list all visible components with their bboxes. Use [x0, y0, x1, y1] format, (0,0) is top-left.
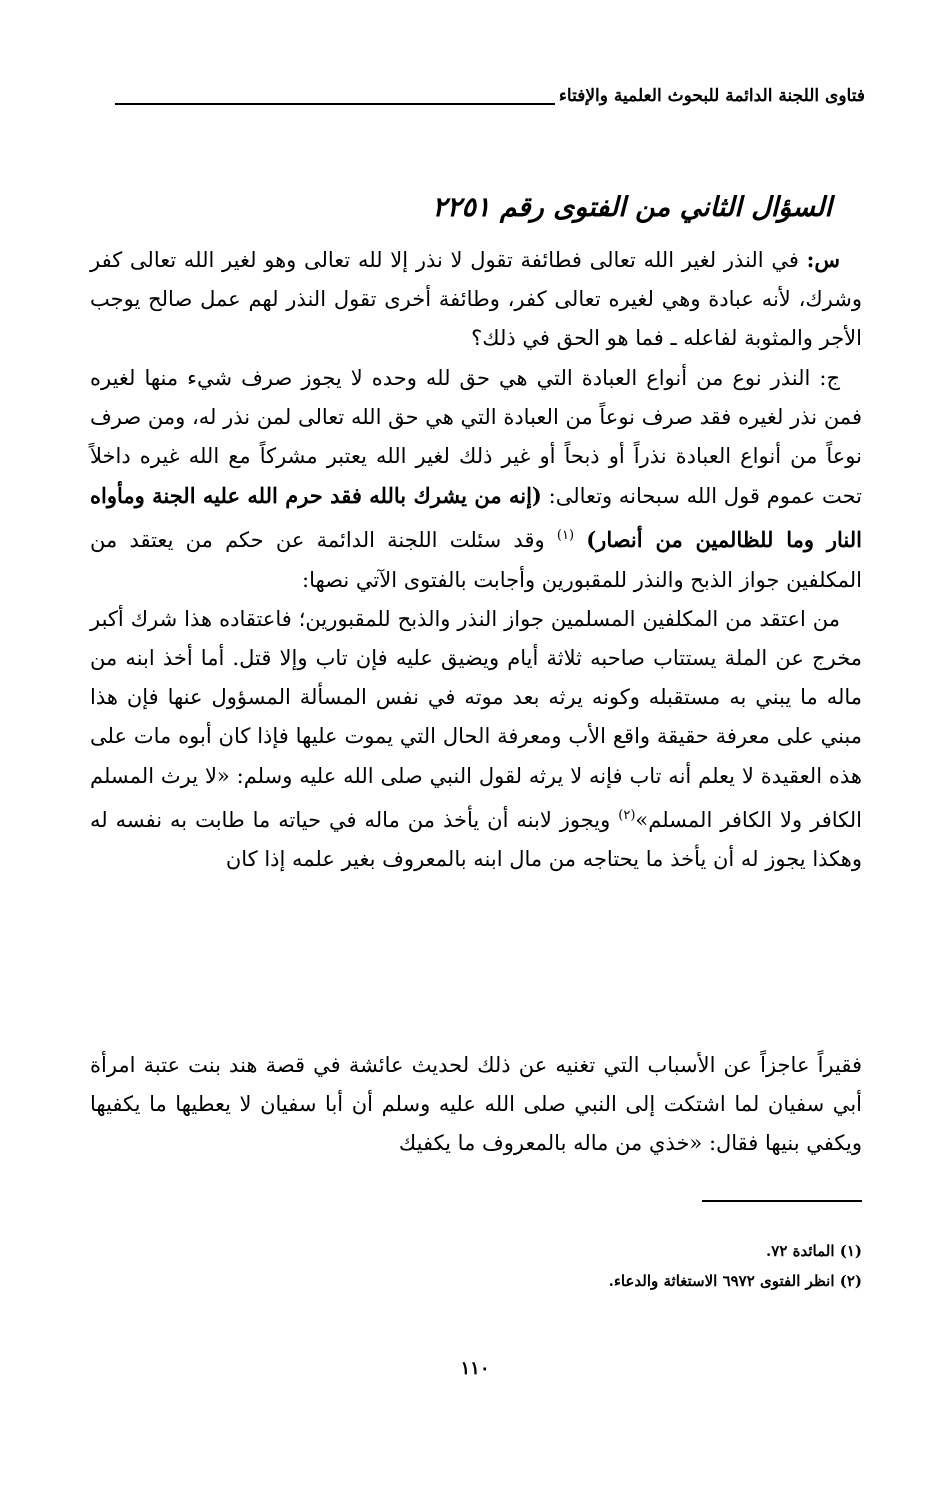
- footnote-separator: [702, 1200, 862, 1202]
- main-text: [90, 240, 862, 879]
- quoted-fatwa-text-2: ويجوز لابنه أن يأخذ من ماله في حياته ما طابت به نفسه له وهكذا يجوز له أن يأخذ ما يحتاجه من مال ابنه بالمعروف بغير علمه إذا كان: [90, 807, 862, 872]
- header-title: فتاوى اللجنة الدائمة للبحوث العلمية والإفتاء: [555, 86, 865, 106]
- running-header: [115, 86, 865, 112]
- continuation-paragraph: فقيراً عاجزاً عن الأسباب التي تغنيه عن ذلك لحديث عائشة في قصة هند بنت عتبة امرأة أبي سفيان لما اشتكت إلى النبي صلى الله عليه وسلم أن أبا سفيان لا يعطيها ما يكفيها ويكفي بنيها فقال: «خذي من ماله بالمعروف ما يكفيك: [90, 1053, 862, 1156]
- page-number: ١١٠: [460, 1358, 490, 1379]
- footnote-1: (١) المائدة ٧٢.: [766, 1242, 862, 1260]
- continuation-text: [90, 1046, 862, 1164]
- footnote-ref-2: (٢): [618, 807, 636, 823]
- answer-text-before: النذر نوع من أنواع العبادة التي هي حق لله وحده لا يجوز صرف شيء منها لغيره فمن نذر لغيره فقد صرف نوعاً من العبادة التي هي حق الله تعالى لمن نذر له، ومن صرف نوعاً من أنواع العبادة نذراً أو ذبحاً أو غير ذلك لغير الله يعتبر مشركاً مع الله غيره داخلاً تحت عموم قول الله سبحانه وتعالى:: [90, 365, 862, 509]
- answer-paragraph: [90, 359, 862, 600]
- answer-prefix: ج:: [819, 365, 841, 390]
- footnote-2: (٢) انظر الفتوى ٦٩٧٢ الاستغاثة والدعاء.: [608, 1272, 862, 1290]
- question-text: في النذر لغير الله تعالى فطائفة تقول لا نذر إلا لله تعالى وهو لغير الله تعالى كفر وشرك، لأنه عبادة وهي لغيره تعالى كفر، وطائفة أخرى تقول النذر لهم عمل صالح يوجب الأجر والمثوبة لفاعله ـ فما هو الحق في ذلك؟: [90, 248, 862, 351]
- question-paragraph: [90, 240, 862, 359]
- quoted-fatwa-paragraph: [90, 600, 862, 879]
- question-prefix: س:: [806, 247, 840, 272]
- footnotes: [90, 1236, 862, 1296]
- answer-text-after: وقد سئلت اللجنة الدائمة عن حكم من يعتقد من المكلفين جواز الذبح والنذر للمقبورين وأجابت بالفتوى الآتي نصها:: [90, 528, 862, 592]
- quoted-fatwa-text-1: من اعتقد من المكلفين المسلمين جواز النذر والذبح للمقبورين؛ فاعتقاده هذا شرك أكبر مخرج عن الملة يستتاب صاحبه ثلاثة أيام ويضيق عليه فإن تاب وإلا قتل. أما أخذ ابنه من ماله ما يبني به مستقبله وكونه يرثه بعد موته في نفس المسألة المسؤول عنها فإن هذا مبني على معرفة حقيقة واقع الأب ومعرفة الحال التي يموت عليها فإذا كان أبوه مات على هذه العقيدة لا يعلم أنه تاب فإنه لا يرثه لقول النبي صلى الله عليه وسلم: «لا يرث المسلم الكافر ولا الكافر المسلم»: [90, 606, 862, 832]
- fatwa-heading: السؤال الثاني من الفتوى رقم ٢٢٥١: [432, 192, 832, 223]
- quran-verse: (إنه من يشرك بالله فقد حرم الله عليه الجنة ومأواه النار وما للظالمين من أنصار): [90, 483, 863, 553]
- footnote-ref-1: (١): [556, 528, 575, 544]
